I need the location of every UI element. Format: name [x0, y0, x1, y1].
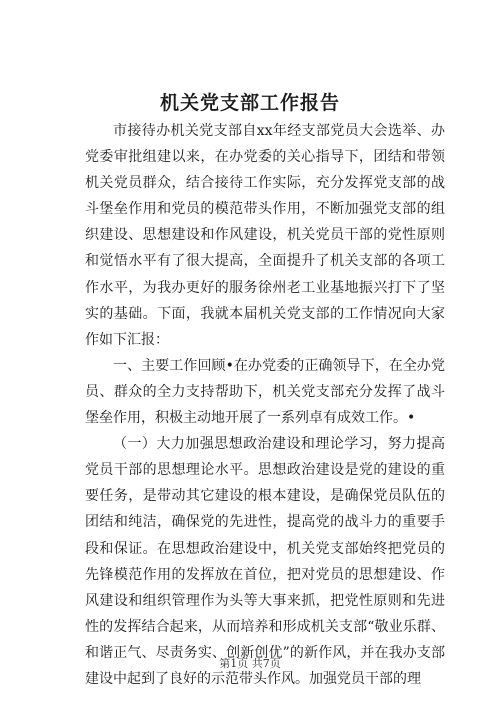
document-body	[85, 118, 445, 692]
page-footer: 第1页 共7页	[219, 657, 281, 670]
paragraph-intro: 市接待办机关党支部自xx年经支部党员大会选举、办党委审批组建以来，在办党委的关心指导下，团结和带领机关党员群众，结合接待工作实际，充分发挥党支部的战斗堡垒作用和党员的模范带头作用，不断加强党支部的组织建设、思想建设和作风建设，机关党员干部的党性原则和觉悟水平有了很大提高，全面提升了机关支部的各项工作水平，为我办更好的服务徐州老工业基地振兴打下了坚实的基础。下面，我就本届机关党支部的工作情况向大家作如下汇报：	[85, 123, 445, 348]
paragraph-section-one: 一、主要工作回顾•在办党委的正确领导下，在全办党员、群众的全力支持帮助下，机关党支部充分发挥了战斗堡垒作用，积极主动地开展了一系列卓有成效工作。•	[85, 357, 445, 427]
document-title: 机关党支部工作报告	[159, 92, 340, 114]
paragraph-subsection-one: （一）大力加强思想政治建设和理论学习，努力提高党员干部的思想理论水平。思想政治建设是党的建设的重要任务，是带动其它建设的根本建设，是确保党员队伍的团结和纯洁，确保党的先进性，提高党的战斗力的重要手段和保证。在思想政治建设中，机关党支部始终把党员的先锋模范作用的发挥放在首位，把对党员的思想建设、作风建设和组织管理作为头等大事来抓，把党性原则和先进性的发挥结合起来，从而培养和形成机关支部“敬业乐群、和谐正气、尽责务实、创新创优”的新作风，并在我办支部建设中起到了良好的示范带头作风。加强党员干部的理	[85, 436, 445, 687]
